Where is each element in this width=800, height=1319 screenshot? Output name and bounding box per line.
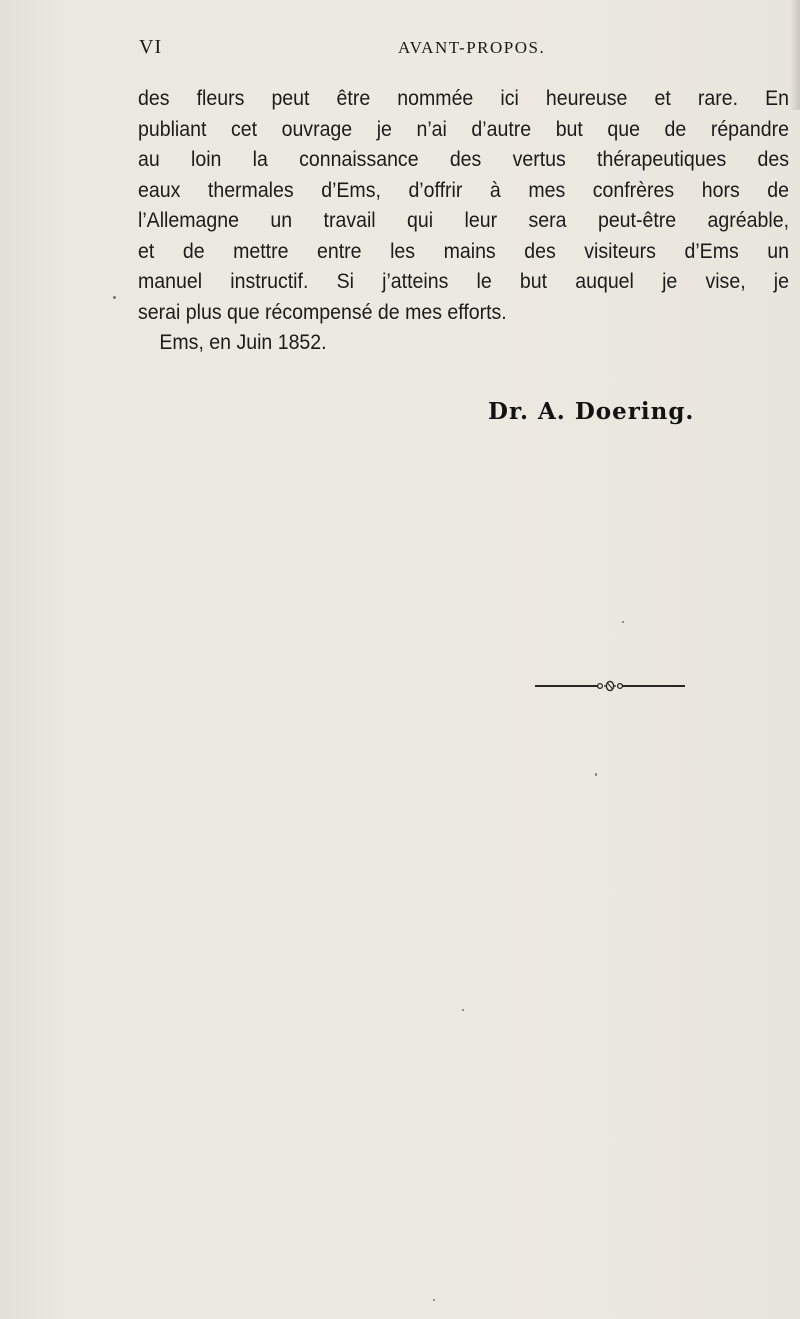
ornament-rule-left <box>535 685 598 687</box>
scan-speck <box>462 1009 464 1011</box>
text-line: serai plus que récompensé de mes efforts. <box>138 300 507 324</box>
body-text <box>138 84 789 359</box>
fleuron-glyph-icon <box>597 677 623 695</box>
text-line: eaux thermales d’Ems, d’offrir à mes confrères hors de <box>138 178 789 202</box>
text-line: l’Allemagne un travail qui leur sera peut-être agréable, <box>138 209 789 232</box>
text-line: et de mettre entre les mains des visiteurs d’Ems un <box>138 239 789 263</box>
text-line: au loin la connaissance des vertus thérapeutiques des <box>138 148 789 171</box>
ornament-rule-right <box>623 685 685 687</box>
text-line: manuel instructif. Si j’atteins le but auquel je vise, je <box>138 270 789 293</box>
running-head-title: AVANT-PROPOS. <box>398 38 546 57</box>
author-signature: Dr. A. Doering. <box>488 398 695 425</box>
text-line: publiant cet ouvrage je n’ai d’autre but que de répandre <box>138 117 789 141</box>
text-line: des fleurs peut être nommée ici heureuse et rare. En <box>138 87 789 110</box>
fleuron-ornament-icon <box>535 676 685 696</box>
dateline: Ems, en Juin 1852. <box>159 331 327 354</box>
scan-speck <box>433 1299 435 1301</box>
scan-speck <box>595 773 597 776</box>
running-head <box>0 36 800 64</box>
page-number: VI <box>139 36 163 58</box>
scan-speck <box>622 621 624 623</box>
scan-speck <box>113 296 116 299</box>
